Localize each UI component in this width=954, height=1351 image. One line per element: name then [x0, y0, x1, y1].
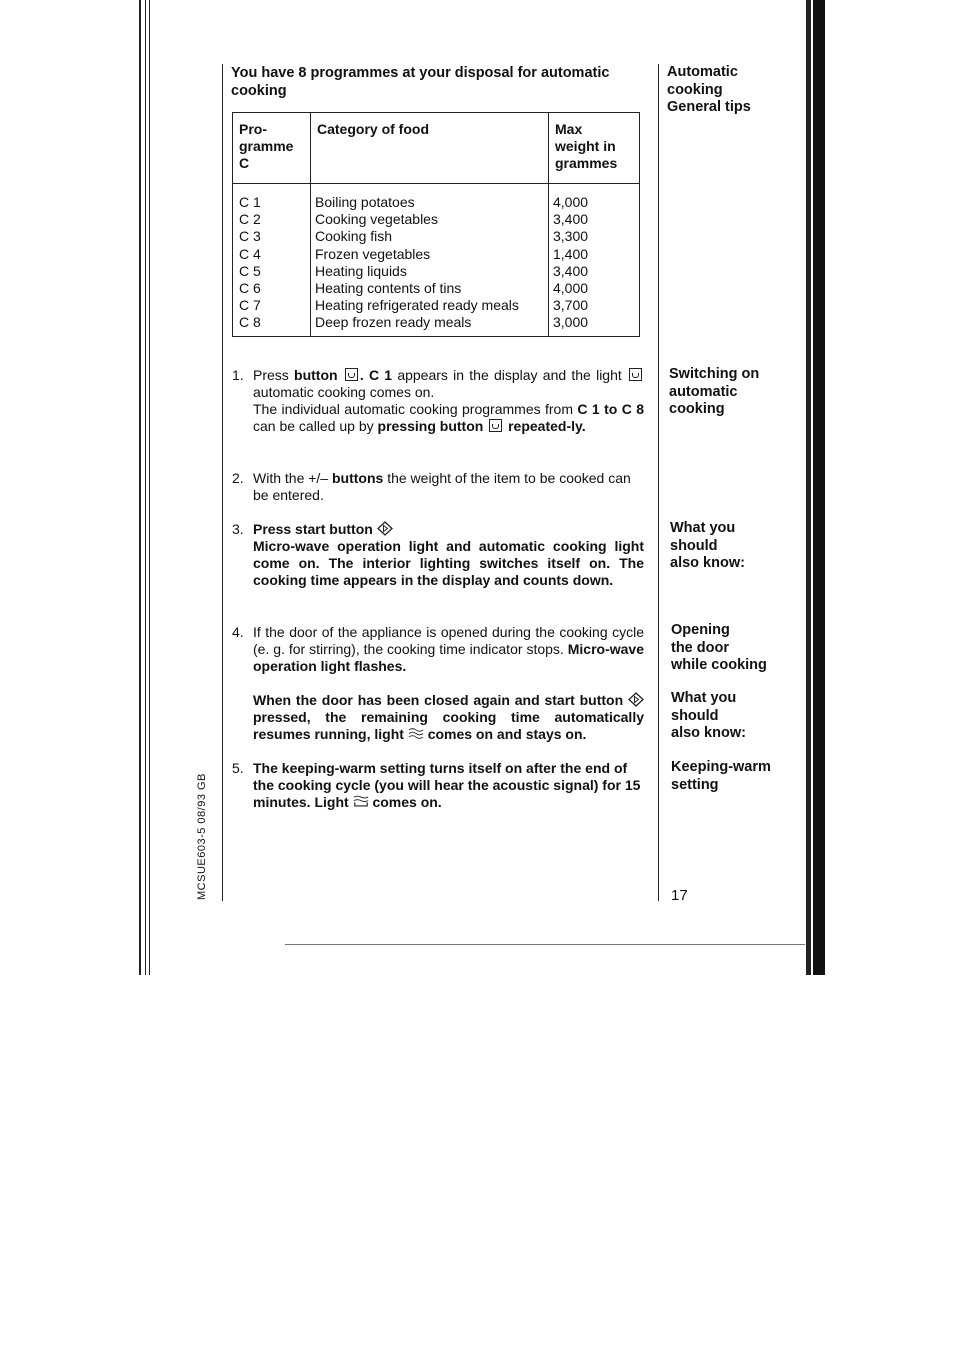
max-weight: 3,700: [553, 297, 589, 314]
programme-table: [232, 112, 640, 337]
step-5: 5. The keeping-warm setting turns itself on after the end of the cooking cycle (you will hear the acoustic signal) for 15 minutes. Light comes on.: [232, 760, 641, 810]
side-heading-switching-on: Switching on automatic cooking: [669, 366, 760, 417]
side-heading-keeping-warm: Keeping-warm setting: [671, 759, 771, 793]
side-column-rule: [658, 64, 659, 901]
side-heading-general-tips: Automatic cooking General tips: [667, 64, 751, 115]
header-programme: Pro- gramme C: [233, 113, 311, 184]
food-category: Frozen vegetables: [315, 245, 431, 262]
food-category: Cooking vegetables: [315, 211, 438, 228]
binding-line-1: [139, 0, 141, 975]
programme-code: C 4: [239, 245, 261, 262]
start-diamond-icon: [377, 521, 393, 536]
max-weight: 3,300: [553, 228, 589, 245]
wave-icon: [408, 726, 424, 741]
food-category: Cooking fish: [315, 228, 393, 245]
table-header-row: [233, 113, 640, 184]
max-weight: 3,000: [553, 314, 589, 331]
step-4: 4. If the door of the appliance is opened during the cooking cycle (e. g. for stirring), the cooking time indicator stops. Micro-wave operation light flashes. When the door has been closed again and start button pressed, the remaining cooking time automatically resumes running, light comes on and stays on.: [232, 624, 644, 742]
food-column: [311, 184, 549, 337]
pot-icon: [345, 368, 358, 381]
right-edge-bar: [806, 0, 811, 975]
max-weight: 3,400: [553, 262, 589, 279]
header-category: Category of food: [311, 113, 549, 184]
header-weight: Max weight in grammes: [549, 113, 640, 184]
step-2: 2. With the +/– buttons the weight of the item to be cooked can be entered.: [232, 470, 631, 503]
pot-icon: [489, 419, 502, 432]
document-code: MCSUE603-5 08/93 GB: [196, 773, 208, 900]
food-category: Heating contents of tins: [315, 280, 462, 297]
programme-code: C 2: [239, 211, 261, 228]
max-weight: 4,000: [553, 194, 589, 210]
side-heading-also-know-2: What you should also know:: [671, 690, 746, 741]
side-heading-opening-door: Opening the door while cooking: [671, 622, 767, 673]
food-category: Heating liquids: [315, 262, 407, 279]
food-category: Boiling potatoes: [315, 194, 415, 210]
keep-warm-icon: [353, 794, 369, 809]
programme-code: C 6: [239, 280, 261, 297]
food-category: Deep frozen ready meals: [315, 314, 472, 331]
weight-column: [549, 184, 640, 337]
programme-column: [233, 184, 311, 337]
programme-code: C 1: [239, 194, 261, 210]
step-3: 3. Press start button Micro-wave operation light and automatic cooking light come on. The interior lighting switches itself on. The cooking time appears in the display and counts down.: [232, 521, 644, 588]
intro-heading: You have 8 programmes at your disposal for automatic cooking: [231, 65, 610, 99]
food-category: Heating refrigerated ready meals: [315, 297, 519, 314]
programme-code: C 3: [239, 228, 261, 245]
programme-code: C 5: [239, 262, 261, 279]
right-edge-bar-thick: [813, 0, 825, 975]
max-weight: 1,400: [553, 245, 589, 262]
programme-code: C 7: [239, 297, 261, 314]
max-weight: 4,000: [553, 280, 589, 297]
start-diamond-icon: [628, 692, 644, 707]
binding-line-2: [145, 0, 146, 975]
side-heading-also-know-1: What you should also know:: [670, 520, 745, 571]
table-body-row: [233, 184, 640, 337]
left-column-rule: [222, 64, 223, 901]
step-1: 1. Press button . C 1 appears in the display and the light automatic cooking comes on. The individual automatic cooking programmes from C 1 to C 8 can be called up by pressing button repeated-ly.: [232, 367, 644, 434]
binding-line-3: [149, 0, 150, 975]
pot-icon: [629, 368, 642, 381]
page-number: 17: [671, 887, 688, 904]
programme-code: C 8: [239, 314, 261, 331]
bottom-scan-line: [285, 944, 805, 945]
max-weight: 3,400: [553, 211, 589, 228]
